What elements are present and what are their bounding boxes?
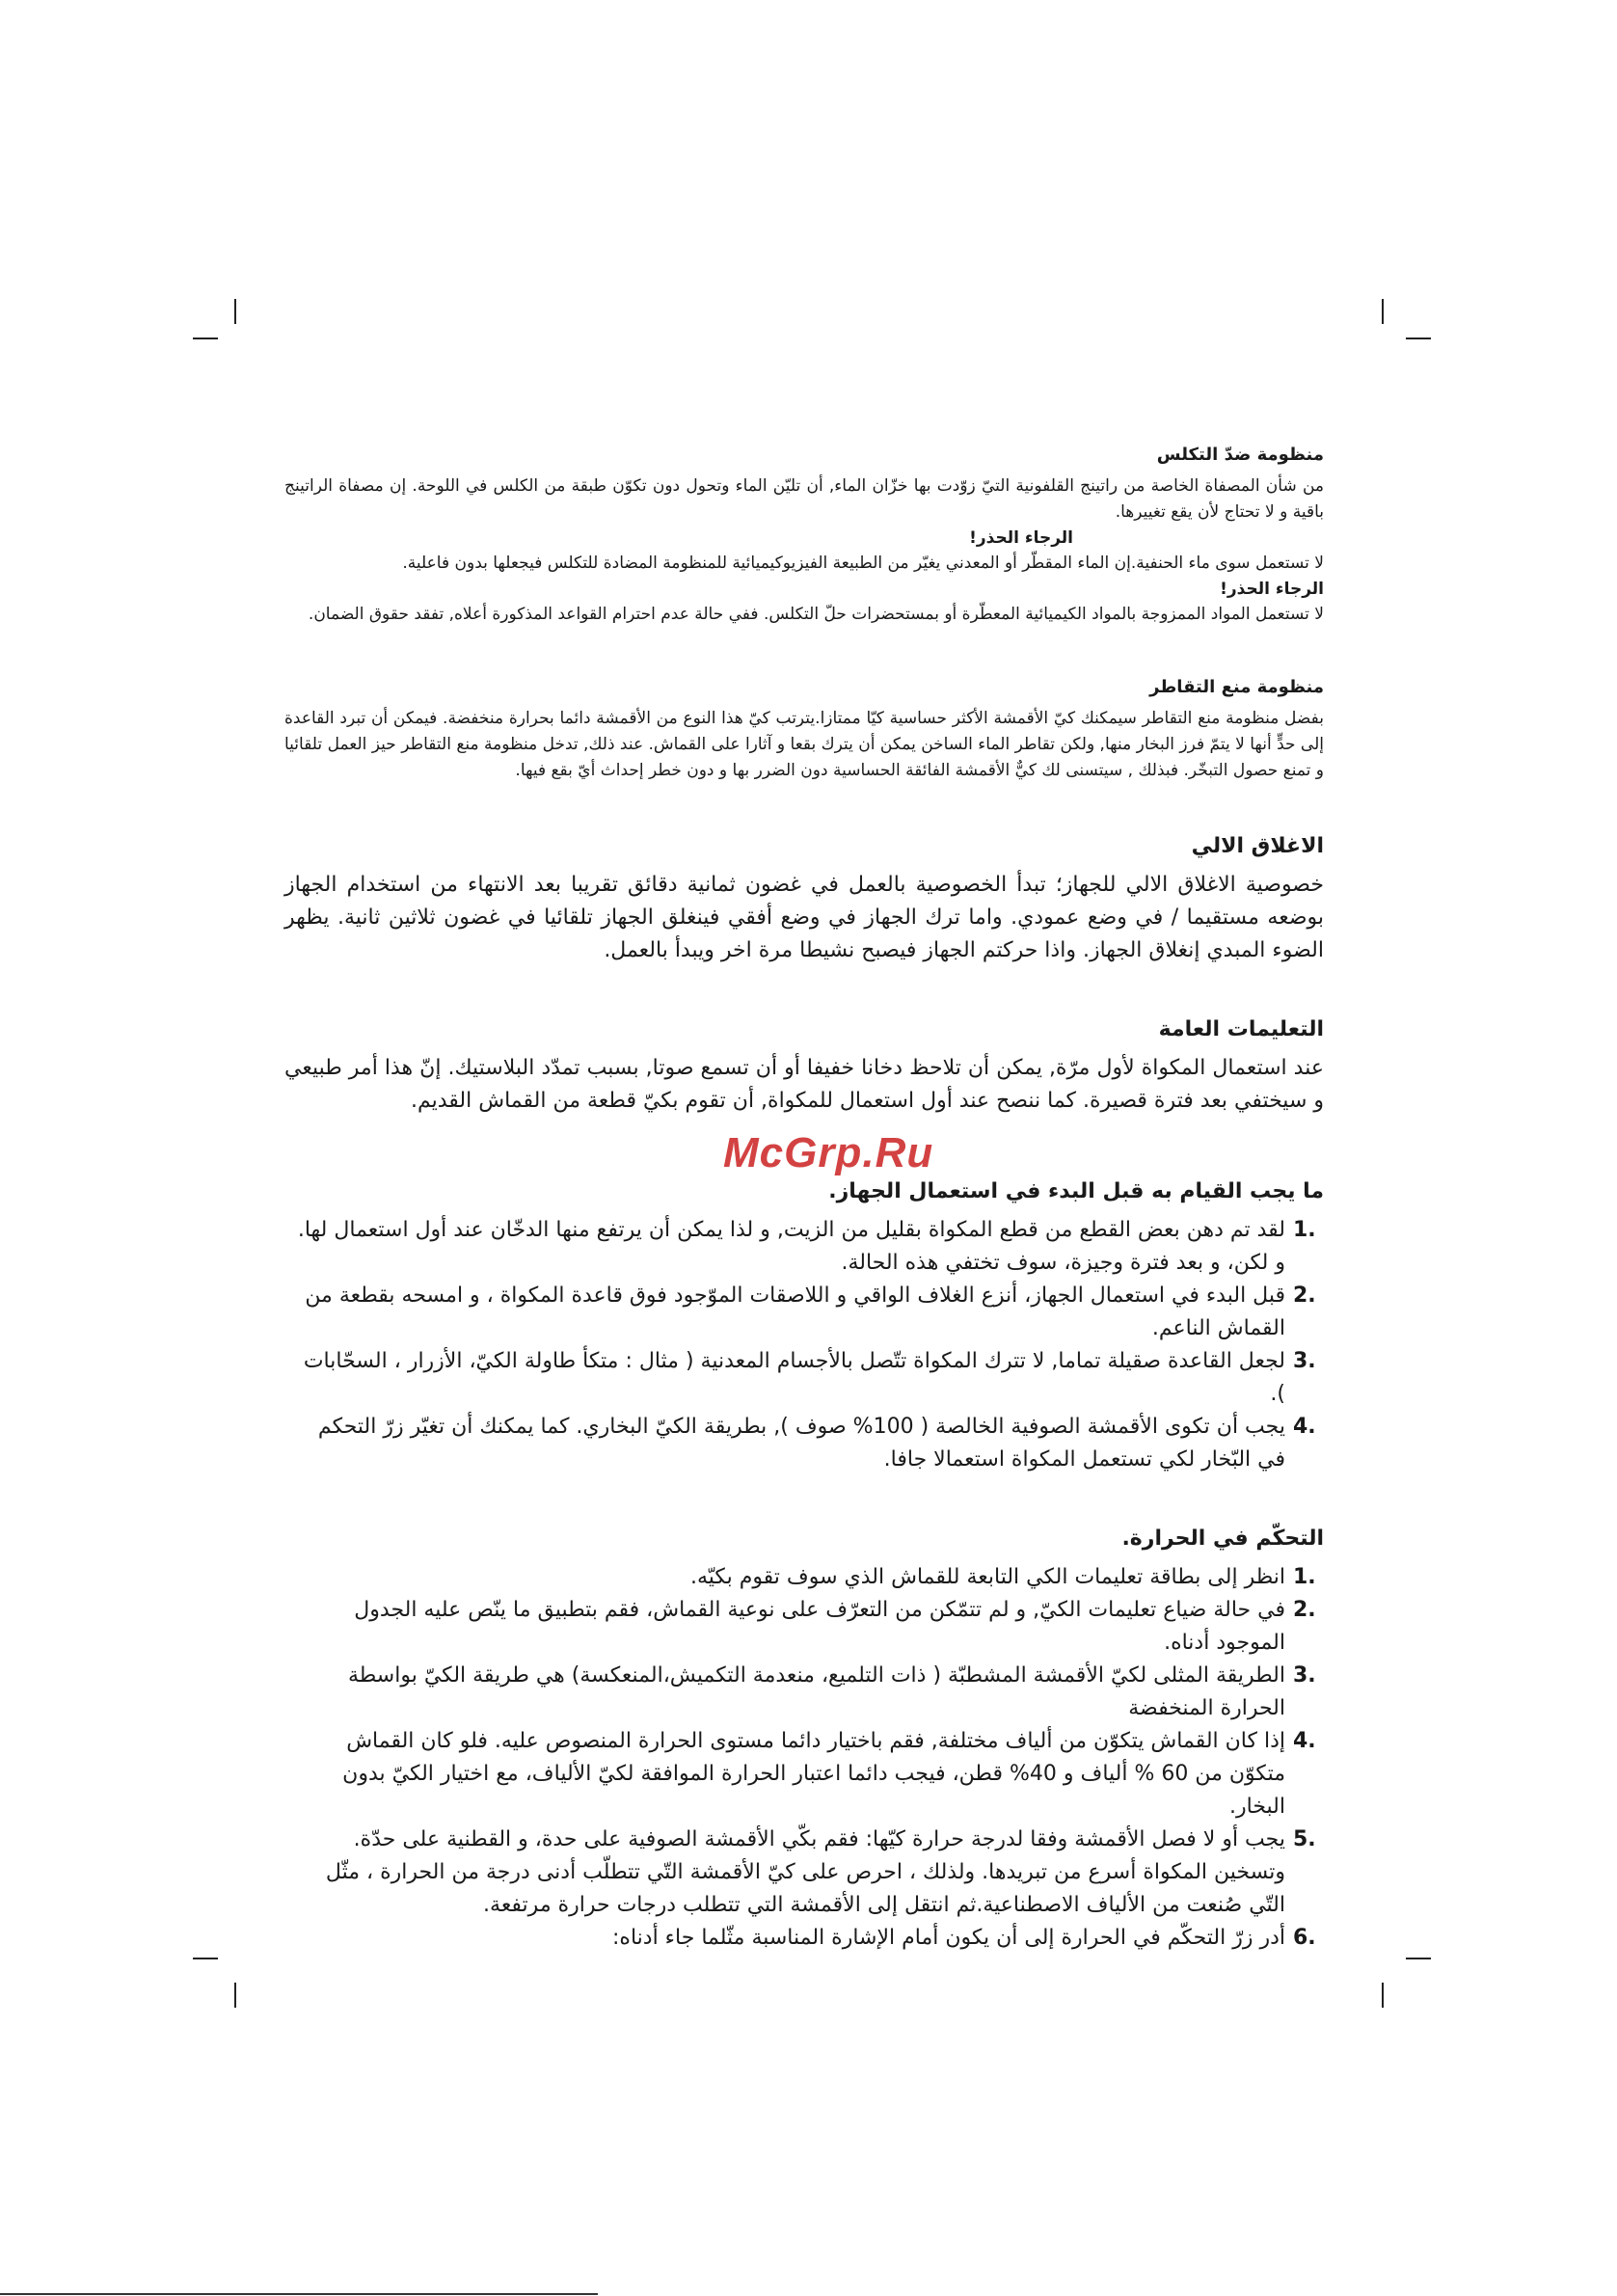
section-title: التعليمات العامة [1158, 1017, 1324, 1041]
item-text: لقد تم دهن بعض القطع من قطع المكواة بقليل من الزيت, و لذا يمكن أن يرتفع منها الدخّان عند أول استعمال لها. و لكن، و بعد فترة وجيزة، سوف تختفي هذه الحالة. [297, 1218, 1285, 1275]
section-antidrip [284, 674, 1324, 784]
watermark: McGrp.Ru [723, 1129, 934, 1176]
list-item [284, 1214, 1316, 1280]
crop-mark-br-horizontal [1406, 1958, 1431, 1959]
crop-mark-bl-horizontal [193, 1958, 218, 1959]
list-item [284, 1823, 1316, 1922]
section-paragraph: خصوصية الاغلاق الالي للجهاز؛ تبدأ الخصوصية بالعمل في غضون ثمانية دقائق تقريبا بعد الانتهاء من استخدام الجهاز بوضعه مستقيما / في وضع عمودي. واما ترك الجهاز في وضع أفقي فينغلق الجهاز تلقائيا في غضون ثلاثين ثانية. يظهر الضوء المبدي إنغلاق الجهاز. واذا حركتم الجهاز فيصبح نشيطا مرة اخر ويبدأ بالعمل. [284, 873, 1324, 962]
warning-text: لا تستعمل سوى ماء الحنفية.إن الماء المقطّر أو المعدني يغيّر من الطبيعة الفيزيوكيميائية للمنظومة المضادة للتكلس فيجعلها بدون فاعلية. [402, 554, 1324, 573]
crop-mark-tr-vertical [1382, 299, 1384, 324]
list-item [284, 1725, 1316, 1823]
before-use-list [284, 1214, 1324, 1476]
section-paragraph: عند استعمال المكواة لأول مرّة, يمكن أن تلاحظ دخانا خفيفا أو أن تسمع صوتا, بسبب تمدّد البلاستيك. إنّ هذا أمر طبيعي و سيختفي بعد فترة قصيرة. كما ننصح عند أول استعمال للمكواة, أن تقوم بكيّ قطعة من القماش القديم. [284, 1056, 1324, 1113]
item-number: 2. [1293, 1598, 1316, 1622]
list-item [284, 1594, 1316, 1660]
item-number: 3. [1293, 1663, 1316, 1688]
item-text: إذا كان القماش يتكوّن من ألياف مختلفة, فقم باختيار دائما مستوى الحرارة المنصوص عليه. فلو كان القماش متكوّن من 60 % ألياف و 40% قطن، فيجب دائما اعتبار الحرارة الموافقة لكيّ الألياف، مع اختيار الكيّ بدون البخار. [342, 1729, 1285, 1819]
item-number: 4. [1293, 1729, 1316, 1753]
crop-mark-bl-vertical [234, 1983, 236, 2008]
section-paragraph: بفضل منظومة منع التقاطر سيمكنك كيّ الأقمشة الأكثر حساسية كيّا ممتازا.يترتب كيّ هذا النوع من الأقمشة دائما بحرارة منخفضة. فيمكن أن تبرد القاعدة إلى حدٍّ أنها لا يتمّ فرز البخار منها, ولكن تقاطر الماء الساخن يمكن أن يترك بقعا و آثارا على القماش. عند ذلك, تدخل منظومة منع التقاطر حيز العمل تلقائيا و تمنع حصول التبخّر. فبذلك , سيتسنى لك كيٌّ الأقمشة الفائقة الحساسية دون الضرر بها و دون خطر إحداث أيّ بقع فيها. [283, 709, 1324, 780]
item-text: انظر إلى بطاقة تعليمات الكي التابعة للقماش الذي سوف تقوم بكيّه. [690, 1565, 1285, 1589]
item-number: 1. [1293, 1218, 1316, 1242]
temperature-list [284, 1561, 1324, 1955]
section-title: منظومة ضدّ التكلس [1156, 445, 1324, 465]
list-item [284, 1561, 1316, 1594]
section-anticalc [284, 442, 1324, 628]
section-paragraph: من شأن المصفاة الخاصة من راتينج القلفونية التيّ زوّدت بها خزّان الماء, أن تليّن الماء وتحول دون تكوّن طبقة من الكلس في اللوحة. إن مصفاة الراتينج باقية و لا تحتاج لأن يقع تغييرها. [284, 476, 1324, 522]
item-text: في حالة ضياع تعليمات الكيّ, و لم تتمّكن من التعرّف على نوعية القماش، فقم بتطبيق ما ينّص عليه الجدول الموجود أدناه. [354, 1598, 1285, 1655]
item-number: 3. [1293, 1349, 1316, 1373]
item-text: الطريقة المثلى لكيّ الأقمشة المشطبّة ( ذات التلميع، منعدمة التكميش،المنعكسة) هي طريقة الكيّ بواسطة الحرارة المنخفضة [347, 1663, 1285, 1720]
section-title: الاغلاق الالي [1191, 834, 1324, 858]
item-text: أدر زرّ التحكّم في الحرارة إلى أن يكون أمام الإشارة المناسبة مثّلما جاء أدناه: [612, 1926, 1285, 1950]
list-item [284, 1660, 1316, 1725]
section-temperature [284, 1523, 1324, 1955]
item-text: يجب أن تكوى الأقمشة الصوفية الخالصة ( 100% صوف ), بطريقة الكيّ البخاري. كما يمكنك أن تغيّر زرّ التحكم في البّخار لكي تستعمل المكواة استعمالا جافا. [317, 1415, 1285, 1472]
section-auto-off [284, 830, 1324, 967]
item-text: قبل البدء في استعمال الجهاز، أنزع الغلاف الواقي و اللاصقات الموّجود فوق قاعدة المكواة ، و امسحه بقطعة من القماش الناعم. [305, 1283, 1285, 1340]
list-item [284, 1280, 1316, 1345]
list-item [284, 1411, 1316, 1476]
item-number: 6. [1293, 1926, 1316, 1950]
warning-title: الرجاء الحذر! [1220, 580, 1324, 599]
section-before-use [284, 1175, 1324, 1476]
list-item [284, 1922, 1316, 1955]
document-body [284, 442, 1324, 1955]
footer-rule [0, 2293, 598, 2295]
crop-mark-tr-horizontal [1406, 338, 1431, 339]
item-number: 1. [1293, 1565, 1316, 1589]
section-title: ما يجب القيام به قبل البدء في استعمال الجهاز. [828, 1179, 1324, 1203]
crop-mark-br-vertical [1382, 1983, 1384, 2008]
item-number: 4. [1293, 1415, 1316, 1439]
warning-text: لا تستعمل المواد الممزوجة بالمواد الكيميائية المعطّرة أو بمستحضرات حلّ التكلس. ففي حالة عدم احترام القواعد المذكورة أعلاه, تفقد حقوق الضمان. [308, 605, 1324, 624]
list-item [284, 1345, 1316, 1411]
warning-title: الرجاء الحذر! [969, 528, 1073, 548]
section-title: منظومة منع التقاطر [1149, 677, 1324, 697]
crop-mark-tl-vertical [234, 299, 236, 324]
item-number: 2. [1293, 1283, 1316, 1308]
crop-mark-tl-horizontal [193, 338, 218, 339]
item-number: 5. [1293, 1827, 1316, 1851]
item-text: يجب أو لا فصل الأقمشة وفقا لدرجة حرارة كيّها: فقم بكّي الأقمشة الصوفية على حدة، و القطنية على حدّة. وتسخين المكواة أسرع من تبريدها. ولذلك ، احرص على كيّ الأقمشة التّي تتطلّب أدنى درجة من الحرارة ، مثّل التّي صُنعت من الألياف الاصطناعية.ثم انتقل إلى الأقمشة التي تتطلب درجات حرارة مرتفعة. [325, 1827, 1285, 1917]
section-title: التحكّم في الحرارة. [1121, 1526, 1324, 1551]
item-text: لجعل القاعدة صقيلة تماما, لا تترك المكواة تتّصل بالأجسام المعدنية ( مثال : متكأ طاولة الكيّ، الأزرار ، السحّابات ). [303, 1349, 1285, 1406]
section-general [284, 1013, 1324, 1118]
